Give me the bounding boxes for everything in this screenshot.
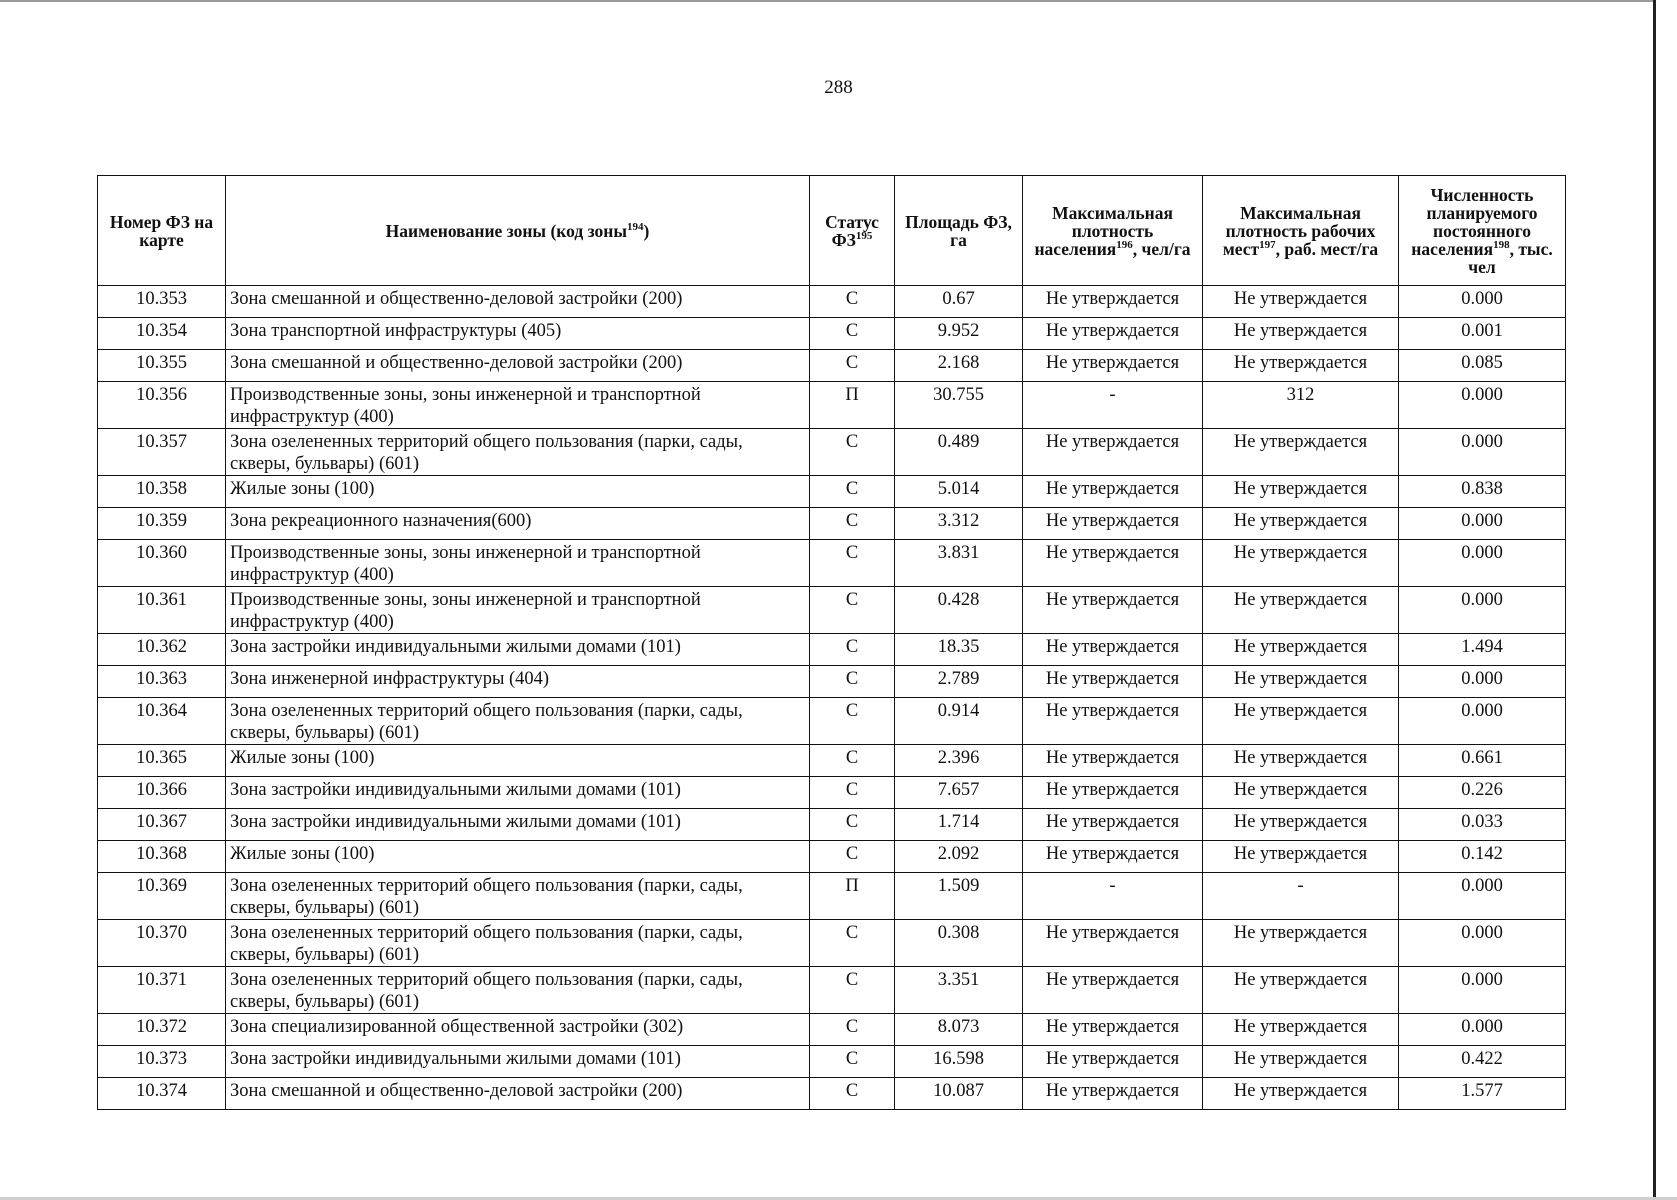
population-density-cell: Не утверждается <box>1023 920 1203 967</box>
zone-status-cell: С <box>810 698 895 745</box>
table-row <box>98 666 1566 698</box>
job-density-cell: Не утверждается <box>1203 350 1399 382</box>
zone-name-cell: Зона застройки индивидуальными жилыми домами (101) <box>226 634 810 666</box>
table-row <box>98 873 1566 920</box>
job-density-cell: Не утверждается <box>1203 1014 1399 1046</box>
job-density-cell: Не утверждается <box>1203 1046 1399 1078</box>
zone-area-cell: 10.087 <box>895 1078 1023 1110</box>
job-density-cell: Не утверждается <box>1203 841 1399 873</box>
population-density-cell: Не утверждается <box>1023 1078 1203 1110</box>
table-row <box>98 318 1566 350</box>
table-row <box>98 587 1566 634</box>
header-zone-area: Площадь ФЗ, га <box>895 176 1023 286</box>
planned-population-cell: 0.000 <box>1399 587 1566 634</box>
planned-population-cell: 0.000 <box>1399 286 1566 318</box>
zone-status-cell: С <box>810 920 895 967</box>
population-density-cell: Не утверждается <box>1023 1014 1203 1046</box>
table-row <box>98 286 1566 318</box>
planned-population-cell: 0.033 <box>1399 809 1566 841</box>
zone-number-cell: 10.355 <box>98 350 226 382</box>
zone-status-cell: С <box>810 1078 895 1110</box>
planned-population-cell: 0.085 <box>1399 350 1566 382</box>
planned-population-cell: 0.000 <box>1399 1014 1566 1046</box>
page-number: 288 <box>824 77 853 98</box>
planned-population-cell: 0.000 <box>1399 429 1566 476</box>
job-density-cell: Не утверждается <box>1203 318 1399 350</box>
planned-population-cell: 0.142 <box>1399 841 1566 873</box>
zone-number-cell: 10.362 <box>98 634 226 666</box>
table-row <box>98 777 1566 809</box>
zone-area-cell: 1.509 <box>895 873 1023 920</box>
job-density-cell: Не утверждается <box>1203 967 1399 1014</box>
zone-status-cell: С <box>810 286 895 318</box>
zone-number-cell: 10.366 <box>98 777 226 809</box>
zones-table-body <box>98 286 1566 1110</box>
zone-number-cell: 10.364 <box>98 698 226 745</box>
planned-population-cell: 0.001 <box>1399 318 1566 350</box>
header-population-density: Максимальная плотность населения$^{196}$, чел/га <box>1023 176 1203 286</box>
planned-population-cell: 0.661 <box>1399 745 1566 777</box>
zone-number-cell: 10.356 <box>98 382 226 429</box>
zone-name-cell: Производственные зоны, зоны инженерной и транспортной инфраструктур (400) <box>226 382 810 429</box>
job-density-cell: Не утверждается <box>1203 540 1399 587</box>
zone-name-cell: Зона озелененных территорий общего пользования (парки, сады, скверы, бульвары) (601) <box>226 967 810 1014</box>
planned-population-cell: 0.000 <box>1399 967 1566 1014</box>
zone-status-cell: С <box>810 967 895 1014</box>
population-density-cell: Не утверждается <box>1023 841 1203 873</box>
table-row <box>98 920 1566 967</box>
zone-name-cell: Зона застройки индивидуальными жилыми домами (101) <box>226 1046 810 1078</box>
scan-edge-top <box>0 0 1677 2</box>
zone-number-cell: 10.368 <box>98 841 226 873</box>
zone-number-cell: 10.353 <box>98 286 226 318</box>
zone-status-cell: С <box>810 666 895 698</box>
job-density-cell: Не утверждается <box>1203 587 1399 634</box>
table-row <box>98 698 1566 745</box>
zone-status-cell: С <box>810 1014 895 1046</box>
table-row <box>98 540 1566 587</box>
planned-population-cell: 1.577 <box>1399 1078 1566 1110</box>
header-zone-number: Номер ФЗ на карте <box>98 176 226 286</box>
zone-area-cell: 18.35 <box>895 634 1023 666</box>
zone-area-cell: 2.092 <box>895 841 1023 873</box>
zone-status-cell: С <box>810 429 895 476</box>
zone-name-cell: Зона смешанной и общественно-деловой застройки (200) <box>226 286 810 318</box>
population-density-cell: Не утверждается <box>1023 318 1203 350</box>
planned-population-cell: 0.000 <box>1399 698 1566 745</box>
zone-status-cell: С <box>810 350 895 382</box>
zone-area-cell: 2.168 <box>895 350 1023 382</box>
zone-status-cell: С <box>810 476 895 508</box>
zone-status-cell: С <box>810 634 895 666</box>
population-density-cell: Не утверждается <box>1023 745 1203 777</box>
zone-name-cell: Зона озелененных территорий общего пользования (парки, сады, скверы, бульвары) (601) <box>226 698 810 745</box>
job-density-cell: 312 <box>1203 382 1399 429</box>
zone-status-cell: С <box>810 809 895 841</box>
job-density-cell: Не утверждается <box>1203 777 1399 809</box>
job-density-cell: Не утверждается <box>1203 634 1399 666</box>
planned-population-cell: 0.838 <box>1399 476 1566 508</box>
zone-name-cell: Зона застройки индивидуальными жилыми домами (101) <box>226 809 810 841</box>
zone-area-cell: 3.831 <box>895 540 1023 587</box>
population-density-cell: Не утверждается <box>1023 587 1203 634</box>
zone-area-cell: 0.489 <box>895 429 1023 476</box>
zone-number-cell: 10.370 <box>98 920 226 967</box>
table-row <box>98 841 1566 873</box>
table-row <box>98 350 1566 382</box>
table-row <box>98 1078 1566 1110</box>
job-density-cell: Не утверждается <box>1203 698 1399 745</box>
header-zone-name: Наименование зоны (код зоны$^{194}$) <box>226 176 810 286</box>
table-row <box>98 1046 1566 1078</box>
planned-population-cell: 0.000 <box>1399 666 1566 698</box>
zone-area-cell: 1.714 <box>895 809 1023 841</box>
table-header-row <box>98 176 1566 286</box>
zone-area-cell: 8.073 <box>895 1014 1023 1046</box>
zone-number-cell: 10.373 <box>98 1046 226 1078</box>
zone-name-cell: Зона озелененных территорий общего пользования (парки, сады, скверы, бульвары) (601) <box>226 873 810 920</box>
job-density-cell: Не утверждается <box>1203 429 1399 476</box>
zone-number-cell: 10.359 <box>98 508 226 540</box>
zone-number-cell: 10.365 <box>98 745 226 777</box>
zone-number-cell: 10.357 <box>98 429 226 476</box>
zone-area-cell: 2.789 <box>895 666 1023 698</box>
population-density-cell: Не утверждается <box>1023 666 1203 698</box>
population-density-cell: Не утверждается <box>1023 286 1203 318</box>
zone-name-cell: Зона смешанной и общественно-деловой застройки (200) <box>226 350 810 382</box>
zone-area-cell: 9.952 <box>895 318 1023 350</box>
zone-number-cell: 10.372 <box>98 1014 226 1046</box>
zone-status-cell: С <box>810 318 895 350</box>
zone-status-cell: С <box>810 587 895 634</box>
population-density-cell: Не утверждается <box>1023 809 1203 841</box>
zone-name-cell: Зона инженерной инфраструктуры (404) <box>226 666 810 698</box>
zone-status-cell: С <box>810 508 895 540</box>
zone-area-cell: 0.308 <box>895 920 1023 967</box>
population-density-cell: Не утверждается <box>1023 540 1203 587</box>
zone-area-cell: 7.657 <box>895 777 1023 809</box>
zone-name-cell: Производственные зоны, зоны инженерной и транспортной инфраструктур (400) <box>226 587 810 634</box>
zone-area-cell: 30.755 <box>895 382 1023 429</box>
zone-status-cell: С <box>810 745 895 777</box>
zone-status-cell: П <box>810 873 895 920</box>
zone-name-cell: Жилые зоны (100) <box>226 476 810 508</box>
header-zone-status: Статус ФЗ$^{195}$ <box>810 176 895 286</box>
planned-population-cell: 0.000 <box>1399 508 1566 540</box>
zone-status-cell: С <box>810 777 895 809</box>
zone-number-cell: 10.354 <box>98 318 226 350</box>
table-row <box>98 1014 1566 1046</box>
job-density-cell: Не утверждается <box>1203 286 1399 318</box>
population-density-cell: Не утверждается <box>1023 1046 1203 1078</box>
zone-area-cell: 0.428 <box>895 587 1023 634</box>
population-density-cell: Не утверждается <box>1023 634 1203 666</box>
zone-name-cell: Зона рекреационного назначения(600) <box>226 508 810 540</box>
zone-number-cell: 10.360 <box>98 540 226 587</box>
job-density-cell: Не утверждается <box>1203 1078 1399 1110</box>
zone-number-cell: 10.374 <box>98 1078 226 1110</box>
zone-status-cell: С <box>810 1046 895 1078</box>
job-density-cell: Не утверждается <box>1203 666 1399 698</box>
population-density-cell: - <box>1023 382 1203 429</box>
zone-name-cell: Жилые зоны (100) <box>226 745 810 777</box>
scan-edge-right <box>1653 0 1677 1200</box>
zone-name-cell: Производственные зоны, зоны инженерной и транспортной инфраструктур (400) <box>226 540 810 587</box>
zone-area-cell: 16.598 <box>895 1046 1023 1078</box>
planned-population-cell: 0.226 <box>1399 777 1566 809</box>
job-density-cell: Не утверждается <box>1203 508 1399 540</box>
zone-area-cell: 3.351 <box>895 967 1023 1014</box>
population-density-cell: Не утверждается <box>1023 429 1203 476</box>
population-density-cell: Не утверждается <box>1023 508 1203 540</box>
zones-table <box>97 175 1566 1110</box>
zone-area-cell: 0.67 <box>895 286 1023 318</box>
zone-status-cell: С <box>810 841 895 873</box>
table-row <box>98 967 1566 1014</box>
population-density-cell: Не утверждается <box>1023 350 1203 382</box>
population-density-cell: Не утверждается <box>1023 698 1203 745</box>
zone-name-cell: Зона смешанной и общественно-деловой застройки (200) <box>226 1078 810 1110</box>
header-job-density: Максимальная плотность рабочих мест$^{197}$, раб. мест/га <box>1203 176 1399 286</box>
job-density-cell: - <box>1203 873 1399 920</box>
population-density-cell: Не утверждается <box>1023 777 1203 809</box>
zone-number-cell: 10.367 <box>98 809 226 841</box>
zone-name-cell: Зона транспортной инфраструктуры (405) <box>226 318 810 350</box>
table-row <box>98 634 1566 666</box>
zone-name-cell: Зона специализированной общественной застройки (302) <box>226 1014 810 1046</box>
zone-number-cell: 10.369 <box>98 873 226 920</box>
zone-area-cell: 3.312 <box>895 508 1023 540</box>
planned-population-cell: 0.000 <box>1399 540 1566 587</box>
zone-number-cell: 10.371 <box>98 967 226 1014</box>
job-density-cell: Не утверждается <box>1203 476 1399 508</box>
header-planned-population: Численность планируемого постоянного населения$^{198}$, тыс. чел <box>1399 176 1566 286</box>
planned-population-cell: 0.000 <box>1399 382 1566 429</box>
zone-status-cell: П <box>810 382 895 429</box>
zone-number-cell: 10.363 <box>98 666 226 698</box>
zone-number-cell: 10.358 <box>98 476 226 508</box>
table-row <box>98 382 1566 429</box>
job-density-cell: Не утверждается <box>1203 809 1399 841</box>
zone-number-cell: 10.361 <box>98 587 226 634</box>
planned-population-cell: 0.422 <box>1399 1046 1566 1078</box>
zone-area-cell: 2.396 <box>895 745 1023 777</box>
table-row <box>98 429 1566 476</box>
population-density-cell: Не утверждается <box>1023 967 1203 1014</box>
job-density-cell: Не утверждается <box>1203 745 1399 777</box>
job-density-cell: Не утверждается <box>1203 920 1399 967</box>
planned-population-cell: 0.000 <box>1399 920 1566 967</box>
table-row <box>98 508 1566 540</box>
table-row <box>98 476 1566 508</box>
zone-name-cell: Зона озелененных территорий общего пользования (парки, сады, скверы, бульвары) (601) <box>226 429 810 476</box>
zone-area-cell: 5.014 <box>895 476 1023 508</box>
planned-population-cell: 1.494 <box>1399 634 1566 666</box>
population-density-cell: Не утверждается <box>1023 476 1203 508</box>
population-density-cell: - <box>1023 873 1203 920</box>
zone-name-cell: Жилые зоны (100) <box>226 841 810 873</box>
table-row <box>98 745 1566 777</box>
zone-name-cell: Зона озелененных территорий общего пользования (парки, сады, скверы, бульвары) (601) <box>226 920 810 967</box>
zone-area-cell: 0.914 <box>895 698 1023 745</box>
zone-status-cell: С <box>810 540 895 587</box>
planned-population-cell: 0.000 <box>1399 873 1566 920</box>
zone-name-cell: Зона застройки индивидуальными жилыми домами (101) <box>226 777 810 809</box>
table-row <box>98 809 1566 841</box>
